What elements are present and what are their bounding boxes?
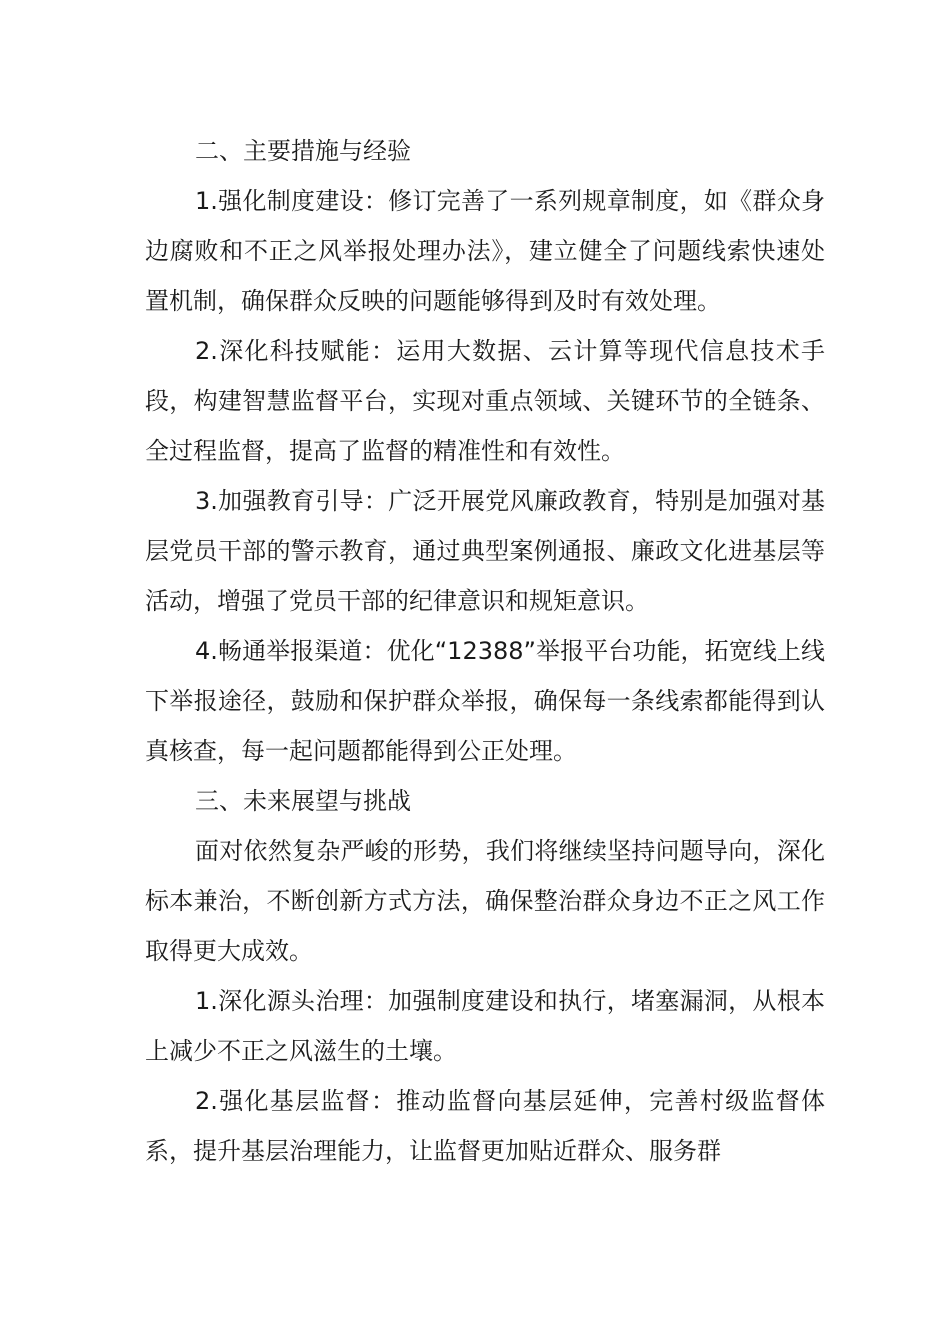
paragraph-source-governance: 1.深化源头治理：加强制度建设和执行，堵塞漏洞，从根本上减少不正之风滋生的土壤。 (145, 987, 825, 1065)
paragraph-grassroots-supervision: 2.强化基层监督：推动监督向基层延伸，完善村级监督体系，提升基层治理能力，让监督更加贴近群众、服务群 (145, 1087, 825, 1165)
document-body (145, 126, 825, 1176)
paragraph-tech-empowerment: 2.深化科技赋能：运用大数据、云计算等现代信息技术手段，构建智慧监督平台，实现对重点领域、关键环节的全链条、全过程监督，提高了监督的精准性和有效性。 (145, 337, 825, 465)
paragraph-outlook-intro: 面对依然复杂严峻的形势，我们将继续坚持问题导向，深化标本兼治，不断创新方式方法，确保整治群众身边不正之风工作取得更大成效。 (145, 837, 825, 965)
section-heading-measures: 二、主要措施与经验 (195, 137, 411, 165)
section-heading-outlook: 三、未来展望与挑战 (195, 787, 411, 815)
paragraph-reporting-channels: 4.畅通举报渠道：优化“12388”举报平台功能，拓宽线上线下举报途径，鼓励和保护群众举报，确保每一条线索都能得到认真核查，每一起问题都能得到公正处理。 (145, 637, 825, 765)
paragraph-institution-building: 1.强化制度建设：修订完善了一系列规章制度，如《群众身边腐败和不正之风举报处理办法》，建立健全了问题线索快速处置机制，确保群众反映的问题能够得到及时有效处理。 (145, 187, 825, 315)
paragraph-education-guidance: 3.加强教育引导：广泛开展党风廉政教育，特别是加强对基层党员干部的警示教育，通过典型案例通报、廉政文化进基层等活动，增强了党员干部的纪律意识和规矩意识。 (145, 487, 825, 615)
